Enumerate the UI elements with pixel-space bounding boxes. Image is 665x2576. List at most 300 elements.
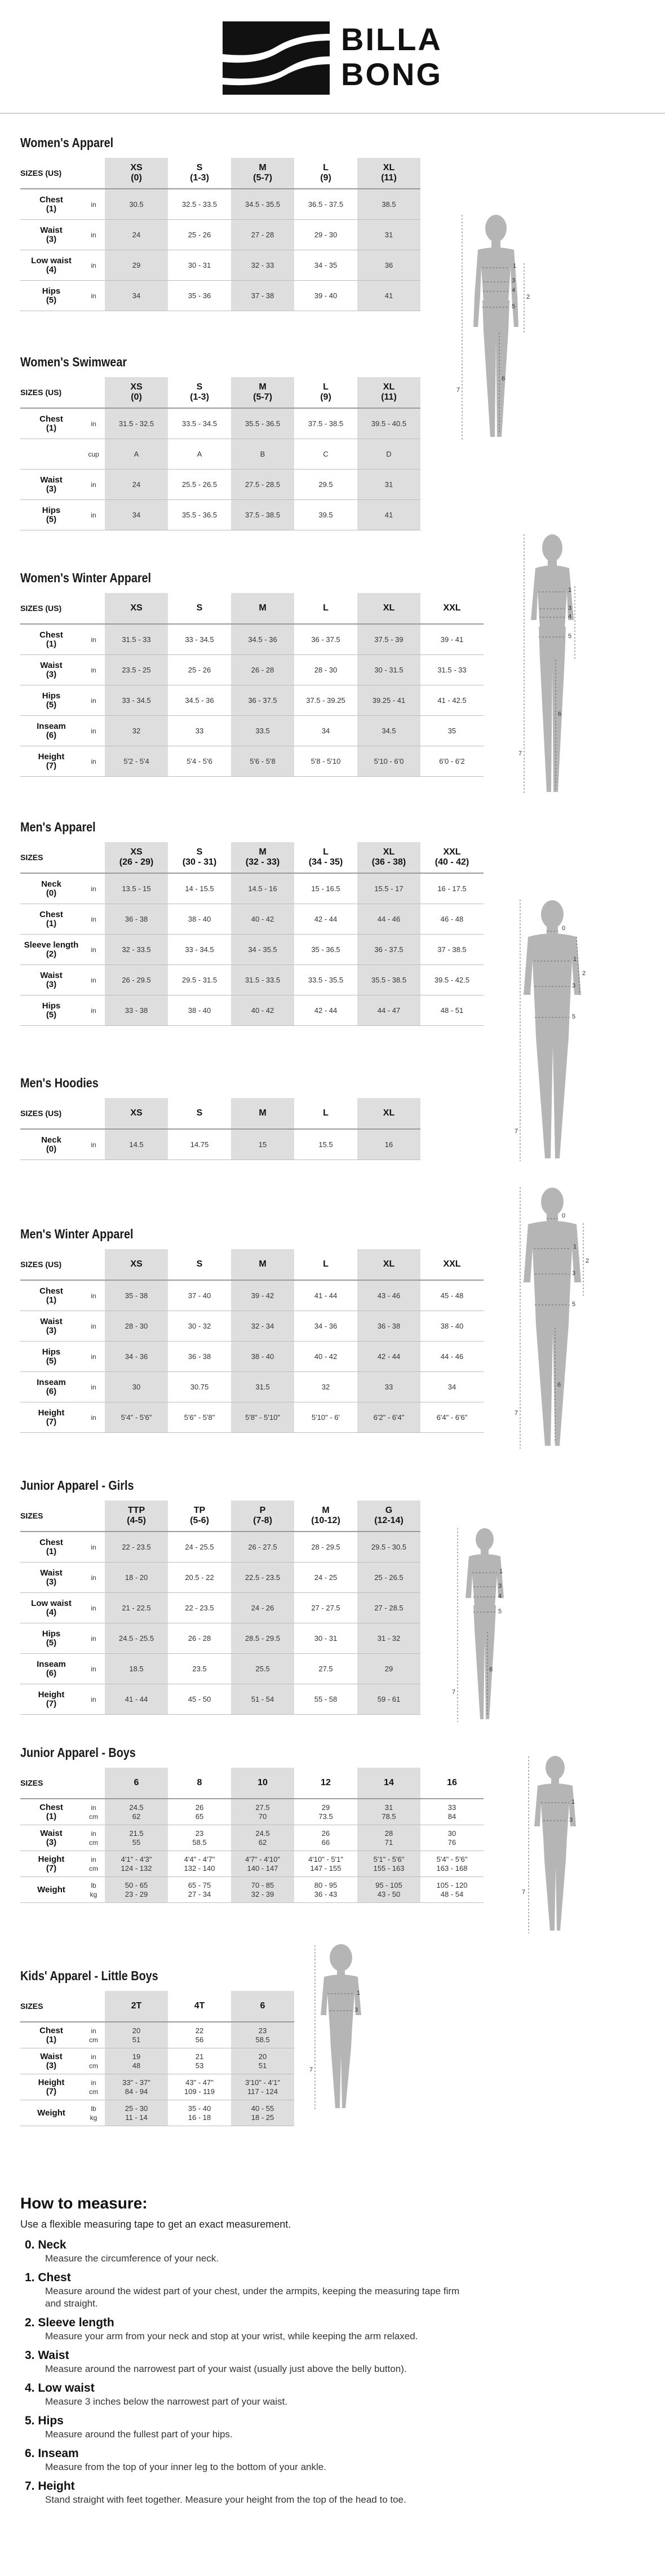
measure-step	[25, 2270, 646, 2310]
table-row	[20, 439, 420, 470]
table-row	[20, 874, 484, 904]
step-name: 7. Height	[25, 2480, 75, 2493]
size-value: 15.5	[318, 1140, 333, 1149]
size-column-header: 6	[231, 1991, 294, 2021]
size-value: 105 - 120 48 - 54	[436, 1880, 468, 1898]
section-kids_boys	[20, 1967, 294, 2126]
sizes-header: SIZES	[20, 2002, 43, 2011]
size-value: 27 - 28	[231, 220, 294, 250]
size-value: 32	[105, 716, 168, 746]
fig-label: 2	[586, 1258, 589, 1264]
fig-label: 7	[309, 2066, 313, 2073]
size-value: B	[231, 439, 294, 469]
unit-label: in	[91, 261, 96, 269]
unit-label: in	[91, 1634, 96, 1643]
billabong-logo[interactable]	[223, 21, 448, 95]
table-row	[20, 1130, 420, 1160]
man-silhouette-icon	[510, 896, 595, 1167]
size-value: 30 - 31	[314, 1634, 338, 1643]
size-column-header: S	[196, 603, 203, 613]
measurement-label: Height (7)	[38, 1407, 65, 1427]
size-column-header: L (9)	[320, 163, 331, 183]
size-value: 55 - 58	[314, 1694, 338, 1703]
size-value: 34.5	[357, 716, 420, 746]
size-column-header: M (5-7)	[231, 377, 294, 408]
unit-label: in	[91, 1413, 96, 1422]
fig-label: 5	[568, 633, 572, 640]
size-value: 32.5 - 33.5	[181, 200, 218, 209]
size-value: 34	[105, 281, 168, 311]
fig-women-winter	[513, 530, 592, 803]
size-value: 59 - 61	[357, 1684, 420, 1714]
size-value: 32 - 34	[231, 1311, 294, 1341]
fig-label: 1	[499, 1568, 503, 1575]
size-column-header: XL	[357, 1249, 420, 1280]
unit-label: in	[91, 511, 96, 519]
size-value: 4'10" - 5'1" 147 - 155	[308, 1854, 343, 1873]
size-value: 41 - 42.5	[437, 696, 467, 705]
size-value: 35.5 - 38.5	[357, 965, 420, 995]
size-value: 31	[357, 470, 420, 499]
fig-label: 7	[452, 1689, 456, 1696]
size-table	[20, 377, 420, 530]
size-column-header: TP (5-6)	[190, 1506, 209, 1525]
size-table	[20, 1768, 484, 1903]
fig-label: 5	[512, 303, 516, 310]
table-row	[20, 716, 484, 746]
table-header-row	[20, 377, 420, 409]
size-value: 38 - 40	[188, 1006, 211, 1015]
little-boy-silhouette-icon	[307, 1942, 375, 2117]
table-header-row	[20, 1768, 484, 1799]
size-value: 29 73.5	[318, 1803, 333, 1821]
size-value: 39 - 42	[231, 1281, 294, 1311]
table-row	[20, 655, 484, 685]
sizes-header: SIZES (US)	[20, 169, 62, 178]
size-value: 33 - 34.5	[105, 685, 168, 715]
fig-label: 5	[572, 1013, 576, 1020]
table-row	[20, 1342, 484, 1372]
size-value: 6'4" - 6'6"	[436, 1413, 468, 1422]
fig-girls	[445, 1525, 524, 1730]
size-value: 42 - 44	[357, 1342, 420, 1371]
size-column-header: XS	[105, 1249, 168, 1280]
size-column-header: XL	[357, 593, 420, 623]
size-value: 34 - 35	[314, 260, 338, 269]
sizes-header: SIZES	[20, 1778, 43, 1787]
measure-steps	[20, 2238, 646, 2506]
size-value: 37.5 - 38.5	[231, 500, 294, 530]
size-value: 21 - 22.5	[105, 1593, 168, 1623]
size-column-header: XL (11)	[357, 158, 420, 188]
size-value: 25 - 30 11 - 14	[105, 2100, 168, 2126]
size-value: 41 - 44	[105, 1684, 168, 1714]
measure-step	[25, 2381, 646, 2408]
fig-label: 1	[573, 1243, 577, 1250]
sizes-header: SIZES (US)	[20, 388, 62, 397]
size-column-header: XXL	[443, 1259, 461, 1269]
measurement-label: Chest (1)	[39, 414, 63, 433]
measurement-label: Waist (3)	[40, 1828, 63, 1847]
size-value: 28 - 29.5	[311, 1542, 340, 1551]
size-value: 21.5 55	[105, 1825, 168, 1851]
measurement-label: Height (7)	[38, 1854, 65, 1873]
size-value: 38 - 40	[231, 1342, 294, 1371]
size-value: 40 - 55 18 - 25	[231, 2100, 294, 2126]
table-row	[20, 2100, 294, 2126]
section-mens_winter	[20, 1225, 484, 1433]
fig-label: 1	[568, 587, 572, 594]
size-column-header: S (1-3)	[190, 163, 209, 183]
fig-label: 0	[562, 925, 566, 932]
size-value: 5'8 - 5'10	[311, 756, 341, 765]
size-column-header: 4T	[194, 2001, 205, 2011]
size-column-header: M (10-12)	[311, 1506, 340, 1525]
size-value: A	[105, 439, 168, 469]
size-value: 36.5 - 37.5	[308, 200, 344, 209]
how-to-measure	[20, 2193, 646, 2506]
size-value: 36 - 38	[105, 904, 168, 934]
size-value: 36	[357, 250, 420, 280]
section-title: Men's Apparel	[20, 820, 96, 834]
size-value: 34 - 35.5	[231, 935, 294, 964]
unit-label: in	[91, 1604, 96, 1612]
unit-label: in	[91, 291, 96, 300]
size-value: 14.5	[105, 1130, 168, 1159]
measurement-label: Weight	[37, 1884, 65, 1895]
measurement-label: Chest (1)	[39, 1802, 63, 1821]
size-value: 14 - 15.5	[185, 884, 214, 893]
measurement-label: Hips (5)	[42, 691, 61, 710]
size-value: 45 - 48	[440, 1291, 464, 1300]
table-row	[20, 409, 420, 439]
size-value: 42 - 44	[314, 1006, 338, 1015]
size-value: 32 - 33	[231, 250, 294, 280]
step-name: 4. Low waist	[25, 2382, 95, 2394]
size-value: 44 - 46	[440, 1352, 464, 1361]
size-value: 13.5 - 15	[105, 874, 168, 904]
size-value: 34 - 36	[314, 1321, 338, 1330]
size-value: 25.5 - 26.5	[181, 480, 218, 489]
sizes-header: SIZES (US)	[20, 1109, 62, 1118]
size-value: 31.5	[231, 1372, 294, 1402]
section-mens_apparel	[20, 818, 484, 1026]
size-column-header: L	[323, 1259, 329, 1269]
size-column-header: M (32 - 33)	[231, 842, 294, 873]
step-description: Stand straight with feet together. Measure your height from the top of the head to toe.	[45, 2494, 406, 2505]
size-value: 30.75	[190, 1382, 209, 1391]
size-column-header: 6	[105, 1768, 168, 1798]
size-value: 36 - 37.5	[357, 935, 420, 964]
measurement-label: Chest (1)	[39, 2025, 63, 2044]
step-name: 2. Sleeve length	[25, 2316, 114, 2329]
size-value: 25 - 26	[188, 230, 211, 239]
size-value: 34.5 - 36	[185, 696, 214, 705]
measurement-label: Hips (5)	[42, 1628, 61, 1648]
size-value: 5'8" - 5'10"	[231, 1402, 294, 1432]
unit-label: in	[91, 1006, 96, 1015]
size-value: 34.5 - 36	[231, 625, 294, 654]
size-value: 23 58.5	[192, 1829, 207, 1847]
size-value: 23.5	[192, 1664, 207, 1673]
size-column-header: XL (11)	[357, 377, 420, 408]
size-value: 37 - 40	[188, 1291, 211, 1300]
size-value: 27.5 70	[231, 1799, 294, 1825]
table-header-row	[20, 593, 484, 625]
size-value: 24	[105, 470, 168, 499]
size-value: 36 - 38	[188, 1352, 211, 1361]
size-value: 24.5 62	[105, 1799, 168, 1825]
fig-label: 1	[357, 1990, 361, 1997]
unit-label: in	[91, 696, 96, 705]
size-value: 39.25 - 41	[357, 685, 420, 715]
fig-label: 0	[562, 1212, 566, 1219]
size-column-header: XXL (40 - 42)	[435, 847, 469, 867]
fig-label: 2	[582, 970, 586, 977]
size-value: 33.5 - 35.5	[308, 975, 344, 984]
unit-label: in	[91, 945, 96, 954]
size-value: D	[357, 439, 420, 469]
measurement-label: Waist (3)	[40, 1568, 63, 1587]
measurement-label: Weight	[37, 2108, 65, 2118]
size-value: 15 - 16.5	[311, 884, 340, 893]
size-value: 16	[357, 1130, 420, 1159]
size-value: 41	[357, 281, 420, 311]
measurement-label: Waist (3)	[40, 475, 63, 494]
unit-label: in	[91, 419, 96, 428]
sizes-header: SIZES	[20, 1511, 43, 1520]
measurement-label: Chest (1)	[39, 909, 63, 928]
step-description: Measure around the fullest part of your hips.	[45, 2429, 233, 2440]
size-column-header: XXL	[443, 603, 461, 613]
table-row	[20, 746, 484, 777]
table-header-row	[20, 1991, 294, 2022]
section-junior_girls	[20, 1477, 420, 1715]
size-value: 31	[357, 220, 420, 250]
fig-label: 4	[568, 613, 572, 620]
size-value: 24	[105, 220, 168, 250]
fig-label: 7	[515, 1410, 518, 1417]
boy-silhouette-icon	[518, 1753, 592, 1939]
size-value: 5'2 - 5'4	[105, 746, 168, 776]
table-row	[20, 470, 420, 500]
size-value: 36 - 37.5	[311, 635, 340, 644]
measurement-label: Chest (1)	[39, 630, 63, 649]
size-column-header: M	[231, 1249, 294, 1280]
brand-line-2: BONG	[341, 56, 442, 92]
size-value: 28 - 30	[314, 665, 338, 674]
measurement-label: Inseam (6)	[37, 1377, 66, 1396]
size-value: 38 - 40	[188, 914, 211, 923]
unit-label: in	[91, 757, 96, 765]
size-column-header: M (5-7)	[231, 158, 294, 188]
unit-label: lb kg	[90, 2104, 97, 2122]
size-value: 6'0 - 6'2	[439, 756, 465, 765]
size-value: 43 - 46	[357, 1281, 420, 1311]
size-value: 39 - 40	[314, 291, 338, 300]
table-row	[20, 904, 484, 935]
wave-logo-icon	[223, 21, 330, 95]
size-value: 65 - 75 27 - 34	[188, 1880, 211, 1898]
how-to-intro: Use a flexible measuring tape to get an exact measurement.	[20, 2219, 291, 2230]
section-womens_apparel	[20, 134, 420, 311]
size-value: 30 - 31.5	[357, 655, 420, 685]
fig-label: 7	[522, 1889, 526, 1896]
size-value: 22 - 23.5	[105, 1532, 168, 1562]
size-value: 33 84	[447, 1803, 456, 1821]
size-column-header: G (12-14)	[357, 1501, 420, 1531]
table-row	[20, 685, 484, 716]
size-column-header: 10	[231, 1768, 294, 1798]
fig-label: 6	[557, 1382, 561, 1388]
fig-label: 1	[571, 1799, 575, 1805]
fig-label: 5	[498, 1608, 502, 1615]
size-column-header: 12	[321, 1778, 331, 1787]
step-description: Measure 3 inches below the narrowest part of your waist.	[45, 2396, 287, 2407]
unit-label: in	[91, 1665, 96, 1673]
unit-label: lb kg	[90, 1881, 97, 1898]
table-row	[20, 1825, 484, 1851]
size-value: 24 - 25	[314, 1573, 338, 1582]
sizes-header: SIZES (US)	[20, 604, 62, 613]
sizes-header: SIZES	[20, 853, 43, 862]
size-value: 6'2" - 6'4"	[357, 1402, 420, 1432]
woman-winter-silhouette-icon	[513, 530, 592, 800]
size-value: 24 - 25.5	[185, 1542, 214, 1551]
section-title: Women's Swimwear	[20, 355, 127, 369]
size-value: 26 66	[321, 1829, 330, 1847]
measurement-label: Hips (5)	[42, 286, 61, 305]
size-value: 44 - 47	[357, 995, 420, 1025]
measurement-label: Low waist (4)	[31, 1598, 72, 1617]
table-row	[20, 1851, 484, 1877]
size-value: 41	[357, 500, 420, 530]
size-value: 36 - 38	[357, 1311, 420, 1341]
table-header-row	[20, 842, 484, 874]
measurement-label: Neck (0)	[41, 879, 61, 898]
table-row	[20, 281, 420, 311]
unit-label: in cm	[89, 2026, 98, 2044]
step-name: 0. Neck	[25, 2238, 66, 2251]
size-value: 41 - 44	[314, 1291, 338, 1300]
size-value: 40 - 42	[314, 1352, 338, 1361]
unit-label: in	[91, 1383, 96, 1391]
fig-boys	[518, 1753, 592, 1942]
table-row	[20, 1654, 420, 1684]
step-description: Measure around the widest part of your chest, under the armpits, keeping the measuring tape firm and straight.	[45, 2286, 460, 2309]
fig-label: 2	[526, 294, 530, 300]
measurement-label: Waist (3)	[40, 2051, 63, 2070]
unit-label: in cm	[89, 2052, 98, 2070]
size-value: 29.5	[318, 480, 333, 489]
measurement-label: Waist (3)	[40, 970, 63, 989]
size-column-header: XS (0)	[105, 377, 168, 408]
fig-label: 4	[498, 1593, 502, 1600]
size-value: 51 - 54	[231, 1684, 294, 1714]
header	[0, 0, 665, 114]
table-row	[20, 625, 484, 655]
size-column-header: 8	[197, 1778, 202, 1787]
size-value: 39.5 - 40.5	[357, 409, 420, 439]
size-value: 20.5 - 22	[185, 1573, 214, 1582]
table-row	[20, 1877, 484, 1903]
brand-line-1: BILLA	[341, 21, 442, 57]
size-value: 25.5	[231, 1654, 294, 1684]
unit-label: in cm	[89, 1829, 98, 1847]
how-to-title: How to measure:	[20, 2194, 148, 2212]
table-row	[20, 1799, 484, 1825]
size-value: 42 - 44	[314, 914, 338, 923]
size-value: 28 - 30	[105, 1311, 168, 1341]
unit-label: in	[91, 1322, 96, 1330]
table-row	[20, 1311, 484, 1342]
measurement-label: Chest (1)	[39, 194, 63, 214]
size-value: 39 - 41	[440, 635, 464, 644]
size-value: 38.5	[357, 189, 420, 219]
size-value: 45 - 50	[188, 1694, 211, 1703]
fig-label: 3	[569, 1817, 573, 1823]
size-value: 26 - 27.5	[231, 1532, 294, 1562]
size-value: 33.5	[231, 716, 294, 746]
size-value: 19 48	[105, 2048, 168, 2074]
size-value: 5'1" - 5'6" 155 - 163	[357, 1851, 420, 1876]
table-row	[20, 2022, 294, 2048]
fig-label: 7	[518, 750, 522, 757]
size-value: 18.5	[105, 1654, 168, 1684]
section-mens_hoodies	[20, 1074, 420, 1160]
unit-label: in	[91, 727, 96, 735]
size-value: 4'4" - 4'7" 132 - 140	[184, 1854, 215, 1873]
fig-men-winter	[510, 1184, 595, 1457]
step-description: Measure around the narrowest part of your waist (usually just above the belly button).	[45, 2363, 407, 2374]
size-value: 29 - 30	[314, 230, 338, 239]
table-header-row	[20, 1249, 484, 1281]
size-value: 95 - 105 43 - 50	[357, 1877, 420, 1902]
size-column-header: L (9)	[320, 382, 331, 402]
unit-label: in	[91, 1573, 96, 1582]
unit-label: in cm	[89, 2078, 98, 2096]
size-column-header: S	[196, 1108, 203, 1118]
measurement-label: Neck (0)	[41, 1135, 61, 1154]
size-value: 39.5	[318, 510, 333, 519]
step-name: 3. Waist	[25, 2349, 69, 2362]
table-row	[20, 1563, 420, 1593]
size-value: 21 53	[195, 2052, 204, 2070]
size-table	[20, 1991, 294, 2126]
measurement-label: Inseam (6)	[37, 1659, 66, 1678]
size-value: A	[197, 449, 202, 458]
fig-label: 1	[573, 956, 577, 963]
size-value: 30.5	[105, 189, 168, 219]
size-value: 32	[321, 1382, 330, 1391]
sizes-header: SIZES (US)	[20, 1260, 62, 1269]
size-column-header: XL (36 - 38)	[357, 842, 420, 873]
table-row	[20, 189, 420, 220]
fig-label: 3	[354, 2007, 358, 2013]
size-value: 37.5 - 39.25	[306, 696, 345, 705]
unit-label: in	[91, 1543, 96, 1551]
size-table	[20, 593, 484, 777]
fig-label: 6	[502, 375, 506, 382]
size-value: 31 - 32	[357, 1623, 420, 1653]
section-title: Men's Hoodies	[20, 1075, 99, 1090]
table-row	[20, 1684, 420, 1715]
fig-label: 3	[512, 277, 516, 284]
section-title: Junior Apparel - Girls	[20, 1478, 134, 1493]
measurement-label: Waist (3)	[40, 660, 63, 679]
size-value: 31.5 - 33	[105, 625, 168, 654]
size-value: C	[323, 449, 329, 458]
